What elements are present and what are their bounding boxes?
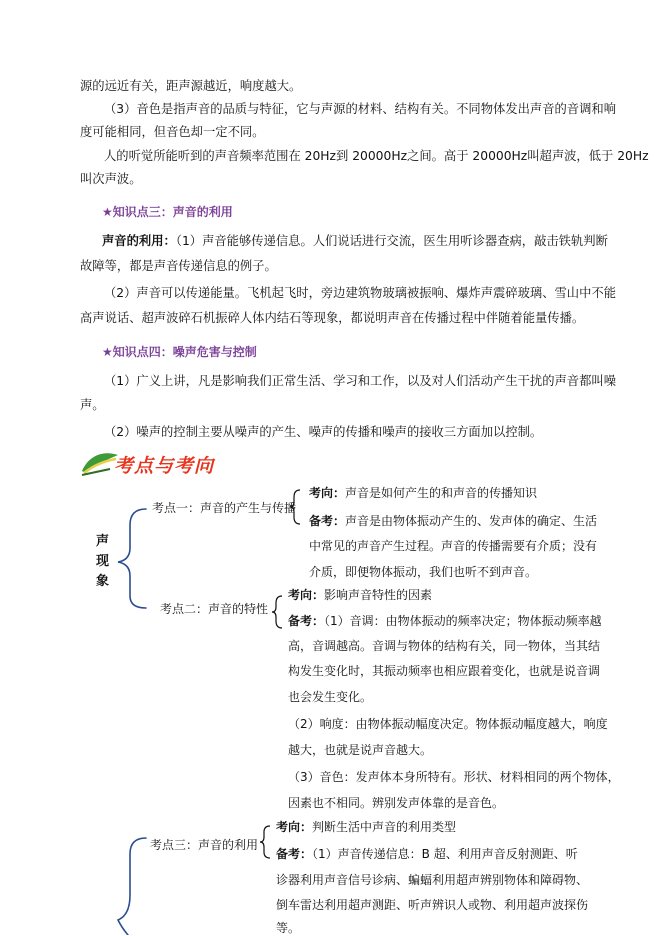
point1-prep-line1 — [309, 512, 597, 529]
point2-prep-line4: 也会发生变化。 — [288, 690, 373, 704]
sound-use-info-line2: 故障等，都是声音传递信息的例子。 — [80, 259, 277, 273]
point1-direction-label: 考向： — [309, 486, 346, 500]
point3-direction — [276, 818, 456, 835]
text-line-distance: 源的远近有关，距声源越近，响度越大。 — [80, 79, 302, 93]
point2-brace — [272, 596, 282, 628]
point2-prep-line2: 高，音调越高。音调与物体的结构有关，同一物体，当其结 — [288, 639, 601, 653]
point3-prep-text: （1）声音传递信息：B 超、利用声音反射测距、听 — [312, 847, 578, 861]
point1-prep-label: 备考： — [309, 514, 346, 528]
point2-direction-label: 考向： — [288, 588, 325, 602]
point1-direction — [309, 484, 537, 501]
point3-direction-label: 考向： — [276, 820, 313, 834]
point3-root-brace — [118, 838, 146, 935]
root-label: 声现象 — [96, 534, 110, 589]
hearing-range-line2: 叫次声波。 — [80, 172, 142, 186]
noise-control-line: （2）噪声的控制主要从噪声的产生、噪声的传播和噪声的接收三方面加以控制。 — [104, 425, 543, 439]
point2-direction-text: 影响声音特性的因素 — [324, 588, 433, 602]
point2-loudness-line2: 越大，也就是说声音越大。 — [288, 743, 433, 757]
point2-loudness-line1: （2）响度：由物体振动幅度决定。物体振动幅度越大，响度 — [288, 717, 608, 731]
noise-definition-line2: 声。 — [80, 398, 105, 412]
point1-prep-line2: 中常见的声音产生过程。声音的传播需要有介质；没有 — [309, 539, 598, 553]
timbre-paragraph-line2: 度可能相同，但音色却一定不同。 — [80, 125, 265, 139]
noise-definition-line1: （1）广义上讲，凡是影响我们正常生活、学习和工作，以及对人们活动产生干扰的声音都叫噪 — [104, 374, 616, 388]
point3-brace — [260, 826, 270, 858]
point1-prep-line3: 介质，即便物体振动，我们也听不到声音。 — [309, 565, 538, 579]
section4-heading: ★知识点四：噪声危害与控制 — [102, 345, 257, 359]
sound-energy-line2: 高声说话、超声波碎石机振碎人体内结石等现象，都说明声音在传播过程中伴随着能量传播。 — [80, 311, 585, 325]
point1-direction-text: 声音是如何产生的和声音的传播知识 — [345, 486, 538, 500]
point2-direction — [288, 586, 432, 603]
point3-prep-line4: 等。 — [276, 921, 301, 935]
hearing-range-line1: 人的听觉所能听到的声音频率范围在 20Hz到 20000Hz之间。高于 20000Hz叫超声波，低于 20Hz — [104, 149, 649, 163]
concept-map-root — [96, 532, 110, 592]
point3-prep-line1 — [276, 845, 578, 862]
sound-energy-line1: （2）声音可以传递能量。飞机起飞时，旁边建筑物玻璃被振响、爆炸声震碎玻璃、雪山中不能 — [104, 286, 616, 300]
point3-prep-line3: 倒车雷达利用超声测距、听声辨识人或物、利用超声波探伤 — [276, 898, 589, 912]
point2-timbre-line2: 因素也不相同。辨别发声体靠的是音色。 — [288, 796, 505, 810]
point3-prep-line2: 诊器利用声音信号诊病、蝙蝠利用超声辨别物体和障碍物、 — [276, 873, 589, 887]
banner-title: 考点与考向 — [114, 455, 215, 477]
point3-name: 考点三：声音的利用 — [150, 838, 259, 852]
point2-timbre-line1: （3）音色：发声体本身所特有。形状、材料相同的两个物体， — [288, 770, 620, 784]
timbre-paragraph-line1: （3）音色是指声音的品质与特征，它与声源的材料、结构有关。不同物体发出声音的音调和响 — [104, 102, 616, 116]
point2-name: 考点二：声音的特性 — [160, 602, 269, 616]
point2-prep-text: （1）音调：由物体振动的频率决定；物体振动频率越 — [324, 614, 602, 628]
sound-use-info-text: （1）声音能够传递信息。人们说话进行交流，医生用听诊器查病，敲击铁轨判断 — [175, 234, 608, 248]
point3-prep-label: 备考： — [276, 847, 313, 861]
point2-prep-label: 备考： — [288, 614, 325, 628]
section3-heading: ★知识点三：声音的利用 — [102, 205, 233, 219]
point1-prep-text: 声音是由物体振动产生的、发声体的确定、生活 — [345, 514, 598, 528]
root-brace — [118, 509, 146, 608]
point3-direction-text: 判断生活中声音的利用类型 — [312, 820, 457, 834]
point2-prep-line3: 构发生变化时，其振动频率也相应跟着变化，也就是说音调 — [288, 664, 601, 678]
point2-prep-line1 — [288, 612, 602, 629]
sound-use-label: 声音的利用： — [102, 234, 176, 248]
point1-name: 考点一：声音的产生与传播 — [152, 501, 297, 515]
